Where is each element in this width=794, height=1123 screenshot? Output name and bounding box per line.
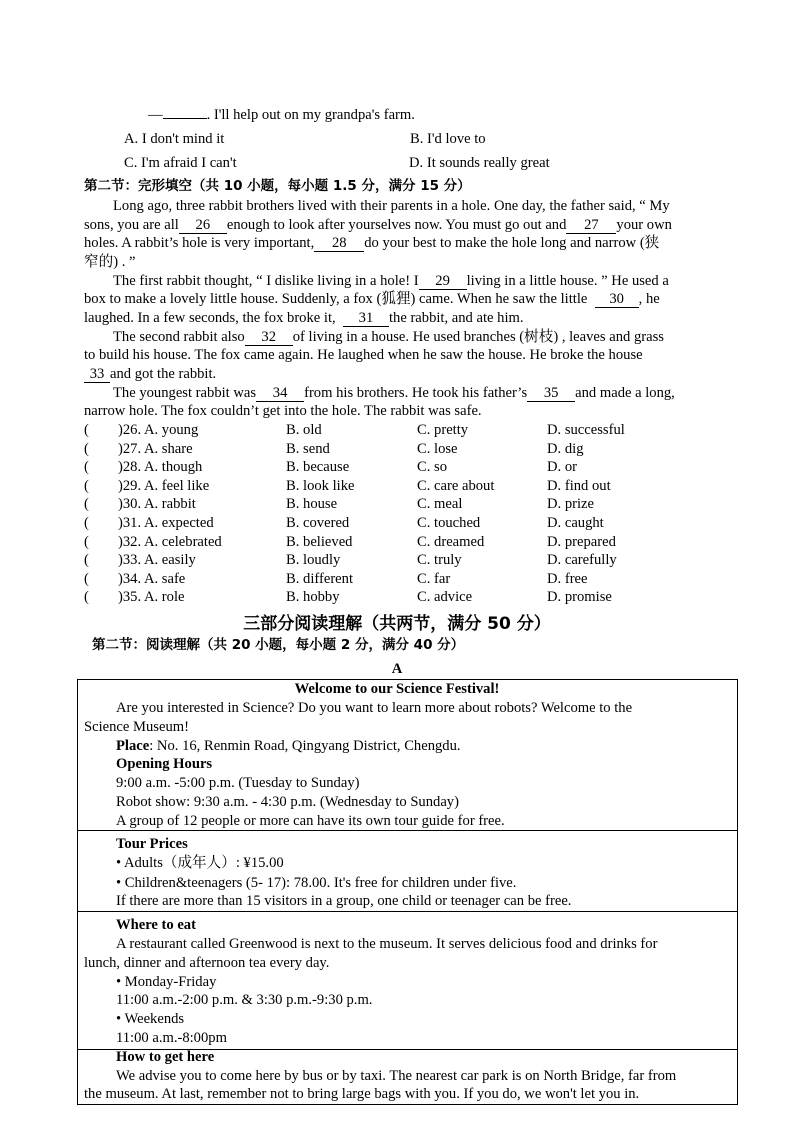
option-b: B. covered <box>286 515 350 531</box>
option-c: C. pretty <box>417 422 469 438</box>
how-to-get-here-heading: How to get here <box>116 1049 215 1065</box>
text: and made a long, <box>575 385 675 401</box>
text: living in a little house. ” He used a <box>466 273 669 289</box>
option-b: B. I'd love to <box>410 131 486 147</box>
option-a: )34. A. safe <box>118 570 186 587</box>
passage-line <box>84 290 660 309</box>
tour-prices-heading: Tour Prices <box>116 836 188 852</box>
answer-bracket[interactable]: ( <box>84 422 89 438</box>
option-d: D. promise <box>547 589 612 606</box>
notice-text: the museum. At last, remember not to bring large bags with you. If you do, we won't let you in. <box>84 1086 640 1102</box>
option-c: C. advice <box>417 589 473 606</box>
where-to-eat-heading: Where to eat <box>116 917 196 933</box>
question-row <box>84 514 744 533</box>
text: The first rabbit thought, “ I dislike living in a hole! I <box>113 273 419 289</box>
answer-bracket[interactable]: ( <box>84 533 89 550</box>
notice-text: • Weekends <box>116 1011 185 1027</box>
reading-heading: 第二节：阅读理解（共 20 小题，每小题 2 分，满分 40 分） <box>92 637 465 653</box>
opening-hours-heading: Opening Hours <box>116 756 213 772</box>
option-b: B. send <box>286 440 330 457</box>
stem-text: . I'll help out on my grandpa's farm. <box>206 107 415 123</box>
option-a: )30. A. rabbit <box>118 496 196 513</box>
text: holes. A rabbit’s hole is very important, <box>84 235 315 251</box>
passage-line <box>84 365 216 384</box>
blank-35[interactable]: 35 <box>527 386 575 402</box>
place-value: : No. 16, Renmin Road, Qingyang District, Chengdu. <box>149 738 461 754</box>
passage-label: A <box>391 661 403 677</box>
option-d: D. free <box>547 570 588 587</box>
place-line <box>116 737 461 756</box>
option-a: )32. A. celebrated <box>118 533 222 550</box>
option-b: B. believed <box>286 533 353 550</box>
text: from his brothers. He took his father’s <box>304 385 528 401</box>
blank-34[interactable]: 34 <box>256 386 304 402</box>
passage-line: narrow hole. The fox couldn’t get into the hole. The rabbit was safe. <box>84 403 482 419</box>
part3-title: 三部分阅读理解（共两节，满分 50 分） <box>243 614 551 634</box>
notice-text: lunch, dinner and afternoon tea every day. <box>84 955 330 971</box>
text: your own <box>616 217 672 233</box>
passage-line: to build his house. The fox came again. He laughed when he saw the house. He broke the house <box>84 347 643 363</box>
text: laughed. In a few seconds, the fox broke it, <box>84 310 336 326</box>
option-a: )31. A. expected <box>118 515 214 531</box>
notice-text: • Monday-Friday <box>116 974 217 990</box>
option-b: B. loudly <box>286 552 341 569</box>
notice-text: Are you interested in Science? Do you want to learn more about robots? Welcome to the <box>116 700 633 716</box>
dash: — <box>148 107 163 123</box>
option-d: D. find out <box>547 477 611 494</box>
notice-text: 9:00 a.m. -5:00 p.m. (Tuesday to Sunday) <box>116 775 360 791</box>
passage-line <box>113 384 675 403</box>
option-d: D. dig <box>547 440 584 457</box>
text: and got the rabbit. <box>110 366 217 382</box>
blank-29[interactable]: 29 <box>419 274 467 290</box>
answer-bracket[interactable]: ( <box>84 459 89 476</box>
option-a: )27. A. share <box>118 440 193 457</box>
text: , he <box>638 291 660 307</box>
text: box to make a lovely little house. Suddenly, a fox (狐狸) came. When he saw the little <box>84 291 588 307</box>
blank-31[interactable]: 31 <box>343 311 389 327</box>
option-b: B. house <box>286 496 338 513</box>
answer-blank[interactable] <box>163 118 207 119</box>
option-b: B. look like <box>286 477 355 494</box>
option-c: C. truly <box>417 552 462 569</box>
blank-32[interactable]: 32 <box>245 330 293 346</box>
answer-bracket[interactable]: ( <box>84 552 89 569</box>
question-row <box>84 440 744 459</box>
question-row <box>84 421 744 440</box>
question-stem <box>148 106 415 125</box>
passage-line <box>84 309 524 328</box>
option-a: )29. A. feel like <box>118 477 210 494</box>
question-row <box>84 551 744 570</box>
option-b: B. hobby <box>286 589 340 606</box>
answer-bracket[interactable]: ( <box>84 570 89 587</box>
option-c: C. care about <box>417 477 495 494</box>
passage-line <box>113 328 664 347</box>
notice-text: • Adults（成年人）: ¥15.00 <box>116 855 284 871</box>
notice-text: Robot show: 9:30 a.m. - 4:30 p.m. (Wednesday to Sunday) <box>116 794 459 810</box>
option-c: C. I'm afraid I can't <box>124 155 237 171</box>
text: the rabbit, and ate him. <box>388 310 524 326</box>
answer-bracket[interactable]: ( <box>84 440 89 457</box>
option-d: D. carefully <box>547 552 617 569</box>
notice-title: Welcome to our Science Festival! <box>294 681 500 697</box>
option-d: D. It sounds really great <box>409 155 550 171</box>
text: of living in a house. He used branches (树枝) , leaves and grass <box>292 329 664 345</box>
blank-30[interactable]: 30 <box>595 292 639 308</box>
option-d: D. caught <box>547 515 604 531</box>
notice-text: 11:00 a.m.-2:00 p.m. & 3:30 p.m.-9:30 p.m. <box>116 992 373 1008</box>
text: The second rabbit also <box>113 329 245 345</box>
question-row <box>84 495 744 514</box>
blank-27[interactable]: 27 <box>566 218 616 234</box>
notice-text: • Children&teenagers (5- 17): 78.00. It's free for children under five. <box>116 875 517 891</box>
notice-text: If there are more than 15 visitors in a group, one child or teenager can be free. <box>116 893 572 909</box>
question-row <box>84 570 744 589</box>
passage-line <box>113 272 669 291</box>
notice-text: A group of 12 people or more can have its own tour guide for free. <box>116 813 505 829</box>
blank-28[interactable]: 28 <box>314 236 364 252</box>
text: sons, you are all <box>84 217 179 233</box>
option-a: )26. A. young <box>118 422 199 438</box>
question-row <box>84 533 744 552</box>
text: The youngest rabbit was <box>113 385 257 401</box>
notice-text: A restaurant called Greenwood is next to the museum. It serves delicious food and drinks for <box>116 936 658 952</box>
question-row <box>84 588 744 607</box>
passage-line <box>84 216 672 235</box>
divider <box>78 911 737 912</box>
option-a: )33. A. easily <box>118 552 196 569</box>
option-a: )35. A. role <box>118 589 185 606</box>
option-a: )28. A. though <box>118 459 203 476</box>
passage-line <box>84 234 659 253</box>
option-c: C. so <box>417 459 448 476</box>
text: enough to look after yourselves now. You must go out and <box>226 217 567 233</box>
option-d: D. prize <box>547 496 595 513</box>
notice-text: We advise you to come here by bus or by taxi. The nearest car park is on North Bridge, far from <box>116 1068 677 1084</box>
option-d: D. successful <box>547 422 625 438</box>
answer-bracket[interactable]: ( <box>84 589 89 606</box>
option-c: C. dreamed <box>417 533 485 550</box>
option-d: D. prepared <box>547 533 616 550</box>
option-a: A. I don't mind it <box>124 131 225 147</box>
passage-line: 窄的) . ” <box>84 254 136 270</box>
place-label: Place <box>116 738 150 754</box>
option-c: C. lose <box>417 440 458 457</box>
option-b: B. old <box>286 422 322 438</box>
blank-26[interactable]: 26 <box>179 218 227 234</box>
answer-bracket[interactable]: ( <box>84 477 89 494</box>
cloze-heading: 第二节：完形填空（共 10 小题，每小题 1.5 分，满分 15 分） <box>84 178 471 194</box>
notice-text: 11:00 a.m.-8:00pm <box>116 1030 227 1046</box>
option-b: B. because <box>286 459 350 476</box>
option-b: B. different <box>286 570 354 587</box>
option-c: C. meal <box>417 496 463 513</box>
option-c: C. touched <box>417 515 481 531</box>
option-d: D. or <box>547 459 577 476</box>
blank-33[interactable]: 33 <box>84 367 110 383</box>
answer-bracket[interactable]: ( <box>84 496 89 513</box>
passage-line: Long ago, three rabbit brothers lived with their parents in a hole. One day, the father said, “ My <box>113 198 670 214</box>
notice-text: Science Museum! <box>84 719 189 735</box>
text: do your best to make the hole long and narrow (狭 <box>364 235 660 251</box>
answer-bracket[interactable]: ( <box>84 515 89 531</box>
option-c: C. far <box>417 570 451 587</box>
question-row <box>84 458 744 477</box>
question-row <box>84 477 744 496</box>
